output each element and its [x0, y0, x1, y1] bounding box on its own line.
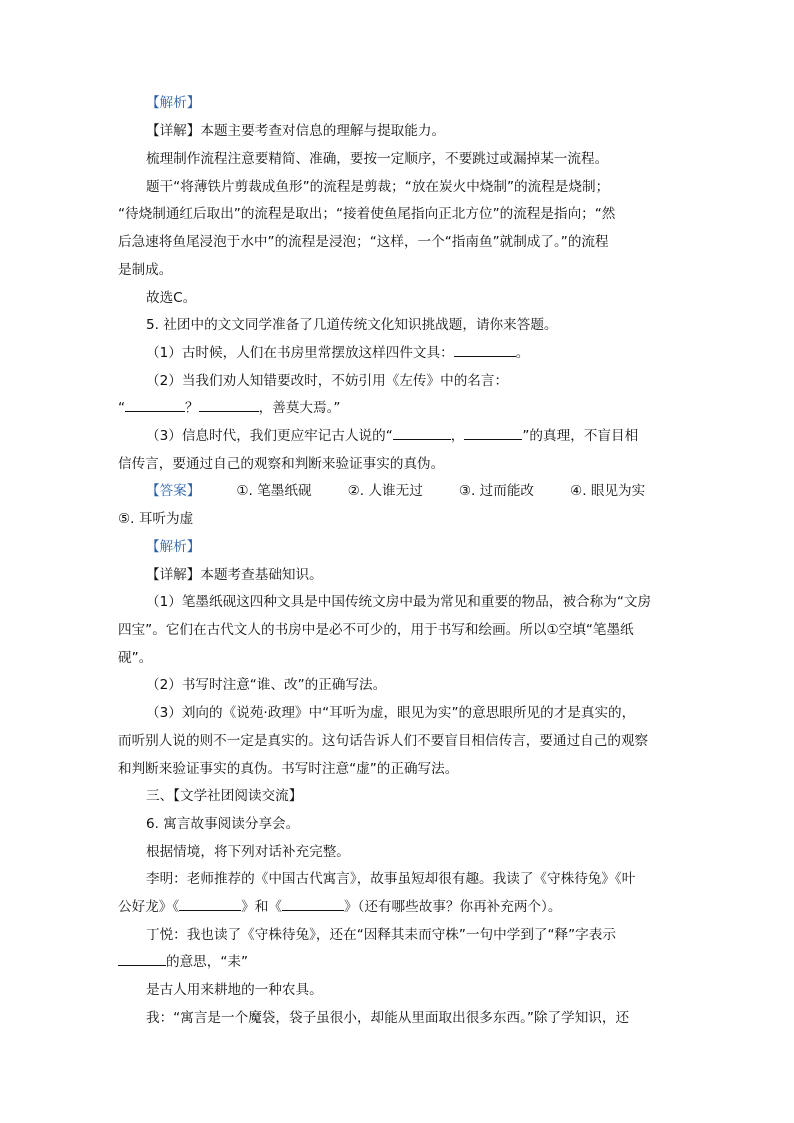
prompt-text: （3）信息时代，我们更应牢记古人说的“ — [146, 428, 393, 444]
fill-blank[interactable] — [454, 344, 516, 357]
paragraph-line: 而听别人说的则不一定是真实的。这句话告诉人们不要盲目相信传言，要通过自己的观察 — [118, 733, 649, 749]
dialogue-line: 丁悦：我也读了《守株待兔》，还在“因释其耒而守株”一句中学到了“释”字表示 — [146, 927, 616, 943]
paragraph-line: “待烧制通红后取出”的流程是取出；“接着使鱼尾指向正北方位”的流程是指向；“然 — [118, 206, 616, 222]
answer-item: ⑤. 耳听为虚 — [118, 511, 194, 527]
prompt-text: 公好龙》《 — [118, 899, 180, 915]
analysis-tag: 【解析】 — [146, 539, 201, 555]
fill-blank[interactable] — [118, 953, 166, 966]
paragraph-line: （2）书写时注意“谁、改”的正确写法。 — [146, 677, 387, 693]
dialogue-line — [118, 897, 561, 917]
prompt-text: ， — [450, 428, 465, 444]
paragraph-line: 后急速将鱼尾浸泡于水中”的流程是浸泡；“这样，一个“指南鱼”就制成了。”的流程 — [118, 234, 609, 250]
prompt-text: 。 — [515, 345, 530, 361]
paragraph-line: 题干“将薄铁片剪裁成鱼形”的流程是剪裁；“放在炭火中烧制”的流程是烧制； — [146, 179, 610, 195]
fill-blank[interactable] — [125, 399, 185, 412]
question-5-part-2-quote — [118, 398, 340, 418]
fill-blank[interactable] — [282, 898, 344, 911]
paragraph-line: 梳理制作流程注意要精简、准确，要按一定顺序，不要跳过或漏掉某一流程。 — [146, 151, 609, 167]
paragraph-line: 四宝”。它们在古代文人的书房中是必不可少的，用于书写和绘画。所以①空填“笔墨纸 — [118, 622, 634, 638]
answer-tag: 【答案】 — [146, 483, 201, 499]
question-5-part-1 — [146, 343, 529, 363]
dialogue-line: 是古人用来耕地的一种农具。 — [146, 982, 323, 998]
fill-blank[interactable] — [464, 427, 522, 440]
fill-blank[interactable] — [199, 399, 259, 412]
paragraph-line: （3）刘向的《说苑·政理》中“耳听为虚，眼见为实”的意思眼所见的才是真实的， — [146, 705, 636, 721]
answer-item: ①. 笔墨纸砚 — [236, 483, 312, 499]
prompt-text: “ — [118, 400, 126, 416]
fill-blank[interactable] — [393, 427, 451, 440]
analysis-tag: 【解析】 — [146, 95, 201, 111]
answer-choice: 故选C。 — [146, 290, 197, 306]
paragraph-line: 和判断来验证事实的真伪。书写时注意“虚”的正确写法。 — [118, 761, 459, 777]
detail-heading: 【详解】本题考查基础知识。 — [146, 567, 323, 583]
answer-item: ②. 人谁无过 — [347, 483, 423, 499]
fill-blank[interactable] — [179, 898, 241, 911]
question-5-part-2: （2）当我们劝人知错要改时，不妨引用《左传》中的名言： — [146, 373, 509, 389]
prompt-text: 》和《 — [241, 899, 282, 915]
paragraph-line: 是制成。 — [118, 262, 173, 278]
dialogue-line: 李明：老师推荐的《中国古代寓言》，故事虽短却很有趣。我读了《守株待兔》《叶 — [146, 871, 636, 887]
prompt-text: ，善莫大焉。” — [258, 400, 341, 416]
section-heading: 三、【文学社团阅读交流】 — [146, 788, 303, 804]
detail-heading: 【详解】本题主要考查对信息的理解与提取能力。 — [146, 123, 446, 139]
prompt-text: （1）古时候，人们在书房里常摆放这样四件文具： — [146, 345, 454, 361]
prompt-text: 》（还有哪些故事？你再补充两个）。 — [343, 899, 562, 915]
paragraph-line: 根据情境，将下列对话补充完整。 — [146, 844, 350, 860]
paragraph-line: 信传言，要通过自己的观察和判断来验证事实的真伪。 — [118, 456, 445, 472]
dialogue-line: 我：“寓言是一个魔袋，袋子虽很小，却能从里面取出很多东西。”除了学知识，还 — [146, 1010, 630, 1026]
paragraph-line: 砚”。 — [118, 650, 153, 666]
answer-item: ③. 过而能改 — [458, 483, 535, 499]
answer-row — [146, 481, 645, 501]
paragraph-line: （1）笔墨纸砚这四种文具是中国传统文房中最为常见和重要的物品，被合称为“文房 — [146, 594, 652, 610]
prompt-text: ”的真理，不盲目相 — [522, 428, 639, 444]
question-6-title: 6. 寓言故事阅读分享会。 — [146, 816, 300, 832]
dialogue-line — [118, 952, 248, 972]
prompt-text: 的意思，“耒” — [166, 954, 249, 970]
prompt-text: ？ — [185, 400, 199, 416]
question-5-part-3 — [146, 426, 638, 446]
answer-item: ④. 眼见为实 — [570, 483, 646, 499]
question-5-title: 5. 社团中的文文同学准备了几道传统文化知识挑战题，请你来答题。 — [146, 317, 558, 333]
